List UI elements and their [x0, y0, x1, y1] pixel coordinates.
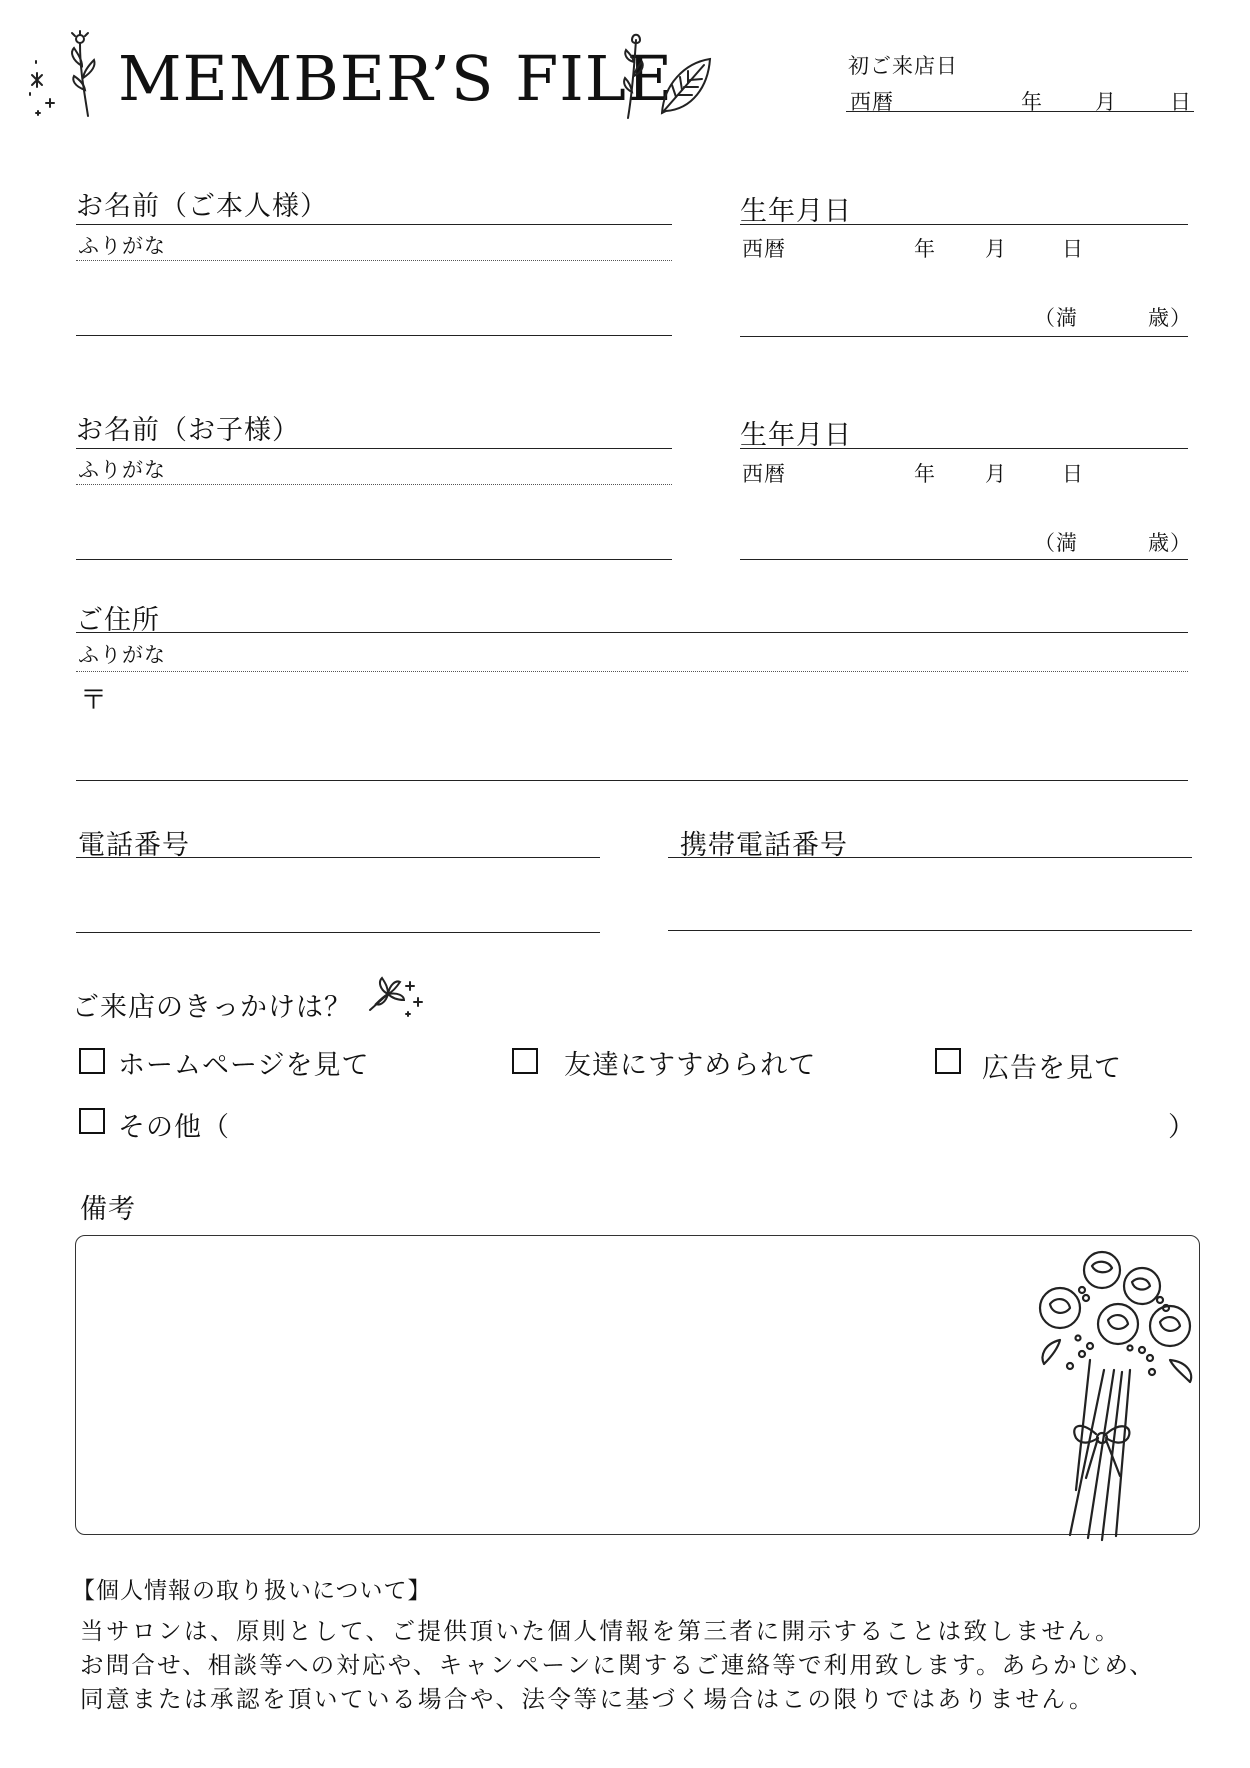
bouquet-icon [1030, 1250, 1210, 1540]
address-label: ご住所 [76, 605, 160, 636]
self-birthday-rule [740, 224, 1188, 225]
checkbox-friend[interactable] [512, 1048, 538, 1074]
checkbox-ad[interactable] [935, 1048, 961, 1074]
self-birthday-field[interactable] [740, 336, 1188, 337]
self-birthday-year-unit: 年 [914, 237, 936, 261]
address-field[interactable] [76, 780, 1188, 781]
memo-label: 備考 [80, 1194, 136, 1225]
self-birthday-day-unit: 日 [1062, 237, 1084, 261]
child-birthday-day-unit: 日 [1062, 462, 1084, 486]
postal-mark: 〒 [80, 685, 108, 716]
address-furigana-field[interactable] [76, 671, 1188, 672]
phone-rule [76, 857, 600, 858]
page-title: MEMBER’S FILE [118, 42, 674, 115]
child-name-label: お名前（お子様） [76, 415, 300, 446]
first-visit-date-field[interactable] [846, 111, 1194, 112]
child-birthday-label: 生年月日 [740, 420, 852, 451]
self-age-open: （満 [1034, 306, 1078, 330]
privacy-line-3: 同意または承認を頂いている場合や、法令等に基づく場合はこの限りではありません。 [80, 1685, 1095, 1713]
self-birthday-label: 生年月日 [740, 196, 852, 227]
child-birthday-rule [740, 448, 1188, 449]
option-homepage-label: ホームページを見て [118, 1050, 370, 1081]
child-name-field[interactable] [76, 559, 672, 560]
privacy-heading: 【個人情報の取り扱いについて】 [72, 1578, 432, 1604]
leaf-icon [658, 55, 714, 117]
address-furigana-label: ふりがな [78, 643, 166, 667]
mobile-label: 携帯電話番号 [680, 830, 848, 861]
self-name-label: お名前（ご本人様） [76, 191, 328, 222]
self-birthday-month-unit: 月 [985, 237, 1007, 261]
mobile-rule [668, 857, 1192, 858]
sparkle-icon [20, 55, 60, 125]
child-age-close: 歳） [1148, 531, 1192, 555]
flower-sparkle-icon [366, 972, 430, 1020]
option-other-close: ） [1168, 1112, 1196, 1143]
child-birthday-year-unit: 年 [914, 462, 936, 486]
self-furigana-label: ふりがな [78, 234, 166, 258]
self-furigana-field[interactable] [76, 260, 672, 261]
self-name-rule [76, 224, 672, 225]
self-age-close: 歳） [1148, 306, 1192, 330]
phone-label: 電話番号 [78, 830, 190, 861]
privacy-line-1: 当サロンは、原則として、ご提供頂いた個人情報を第三者に開示することは致しません。 [80, 1617, 1121, 1645]
child-birthday-field[interactable] [740, 559, 1188, 560]
flower-stem-icon [62, 30, 102, 120]
child-age-open: （満 [1034, 531, 1078, 555]
child-furigana-field[interactable] [76, 484, 672, 485]
child-furigana-label: ふりがな [78, 458, 166, 482]
other-reason-field[interactable] [240, 1100, 1160, 1140]
checkbox-homepage[interactable] [79, 1048, 105, 1074]
address-rule [76, 632, 1188, 633]
first-visit-month-unit: 月 [1095, 90, 1117, 114]
self-birthday-era: 西暦 [742, 237, 786, 261]
reason-question: ご来店のきっかけは？ [72, 992, 352, 1023]
option-friend-label: 友達にすすめられて [564, 1050, 817, 1081]
first-visit-label: 初ご来店日 [848, 54, 958, 78]
checkbox-other[interactable] [79, 1108, 105, 1134]
option-ad-label: 広告を見て [982, 1053, 1122, 1084]
phone-field[interactable] [76, 932, 600, 933]
bud-stem-icon [618, 30, 652, 122]
option-other-label: その他（ [118, 1112, 230, 1143]
first-visit-era: 西暦 [850, 90, 894, 114]
first-visit-day-unit: 日 [1170, 90, 1192, 114]
self-name-field[interactable] [76, 335, 672, 336]
child-name-rule [76, 448, 672, 449]
child-birthday-month-unit: 月 [985, 462, 1007, 486]
mobile-field[interactable] [668, 930, 1192, 931]
first-visit-year-unit: 年 [1021, 90, 1043, 114]
privacy-line-2: お問合せ、相談等への対応や、キャンペーンに関するご連絡等で利用致します。あらかじめ、 [80, 1651, 1155, 1679]
child-birthday-era: 西暦 [742, 462, 786, 486]
